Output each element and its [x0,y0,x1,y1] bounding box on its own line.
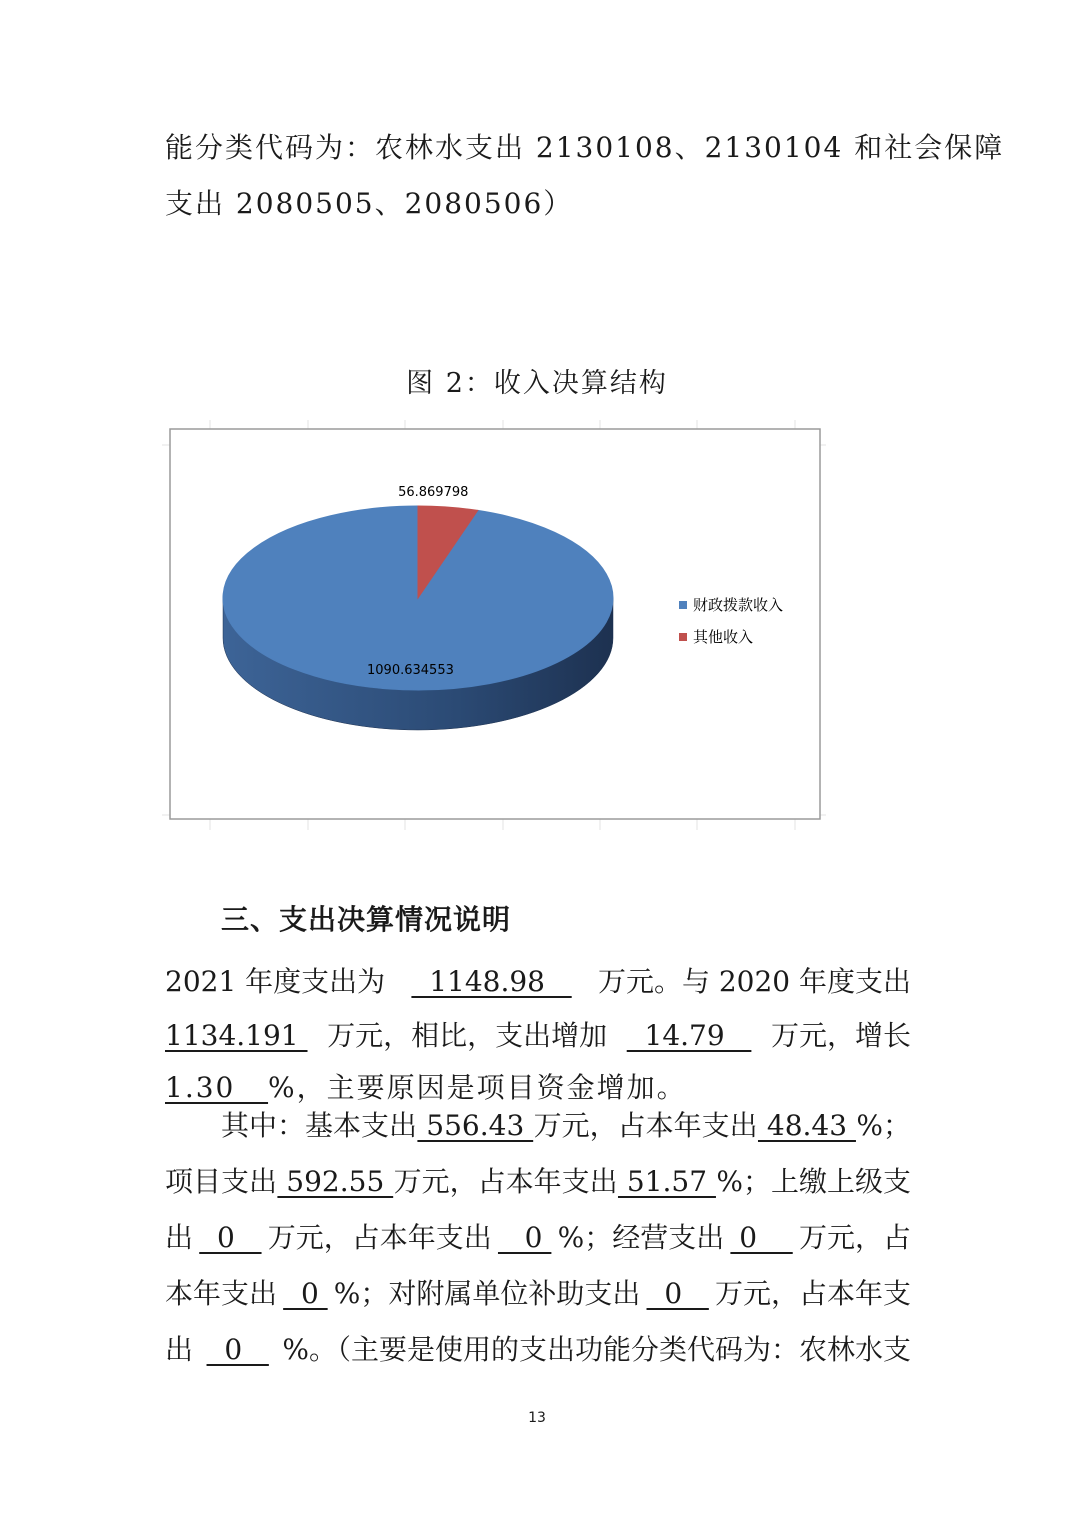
text: 万元，占 [798,1221,911,1254]
para2-line-4 [165,1274,911,1314]
legend-label-other: 其他收入 [693,628,754,646]
prev-expenditure-value: 1134.191 [165,1019,308,1052]
project-expenditure-pct: 51.57 [617,1165,716,1198]
text: 万元，占本年支 [714,1277,911,1310]
text: %；上缴上级支 [716,1165,911,1198]
pie-chart [162,420,826,830]
text: 万元，占本年支出 [267,1221,492,1254]
text: 万元，占本年支出 [393,1165,618,1198]
text: 出 [165,1221,194,1254]
project-expenditure-value: 592.55 [277,1165,394,1198]
text: 万元，增长 [770,1019,911,1052]
text: 2021 年度支出为 [165,965,386,998]
subsidiary-pct: 0 [206,1333,269,1366]
para1-line-3 [165,1068,911,1108]
page-number: 13 [528,1410,546,1426]
text: 项目支出 [165,1165,278,1198]
section-heading: 三、支出决算情况说明 [221,903,512,936]
legend-label-fiscal: 财政拨款收入 [693,596,784,614]
body-text-line-1: 能分类代码为：农林水支出 2130108、2130104 和社会保障 [165,131,1005,164]
text: 万元。与 2020 年度支出 [597,965,911,998]
body-text-line-2: 支出 2080505、2080506） [165,187,574,220]
subsidiary-value: 0 [646,1277,709,1310]
basic-expenditure-value: 556.43 [417,1109,534,1142]
para2-line-3 [165,1218,911,1258]
text: 万元，相比，支出增加 [327,1019,608,1052]
para2-line-1 [221,1106,911,1146]
para1-line-2 [165,1016,911,1056]
upper-remit-pct: 0 [497,1221,552,1254]
text: %； [856,1109,911,1142]
total-expenditure-value: 1148.98 [411,965,572,998]
text: %，主要原因是项目资金增加。 [268,1071,687,1104]
text: %。（主要是使用的支出功能分类代码为：农林水支 [282,1333,911,1366]
legend-swatch-fiscal [679,601,687,609]
text: 本年支出 [165,1277,278,1310]
legend-swatch-other [679,633,687,641]
text: 出 [165,1333,194,1366]
basic-expenditure-pct: 48.43 [757,1109,856,1142]
para2-line-2 [165,1162,911,1202]
text: %；经营支出 [557,1221,725,1254]
growth-rate-value: 1.30 [165,1071,269,1104]
operating-value: 0 [730,1221,793,1254]
figure-caption: 图 2：收入决算结构 [406,368,668,399]
text: 其中：基本支出 [221,1109,418,1142]
para1-line-1 [165,962,911,1002]
data-label-other: 56.869798 [398,485,469,500]
para2-line-5 [165,1330,911,1370]
text: %；对附属单位补助支出 [333,1277,641,1310]
upper-remit-value: 0 [199,1221,262,1254]
pie-chart-svg [162,420,826,830]
increase-value: 14.79 [626,1019,752,1052]
text: 万元，占本年支出 [533,1109,758,1142]
data-label-fiscal: 1090.634553 [367,662,454,678]
operating-pct: 0 [283,1277,328,1310]
